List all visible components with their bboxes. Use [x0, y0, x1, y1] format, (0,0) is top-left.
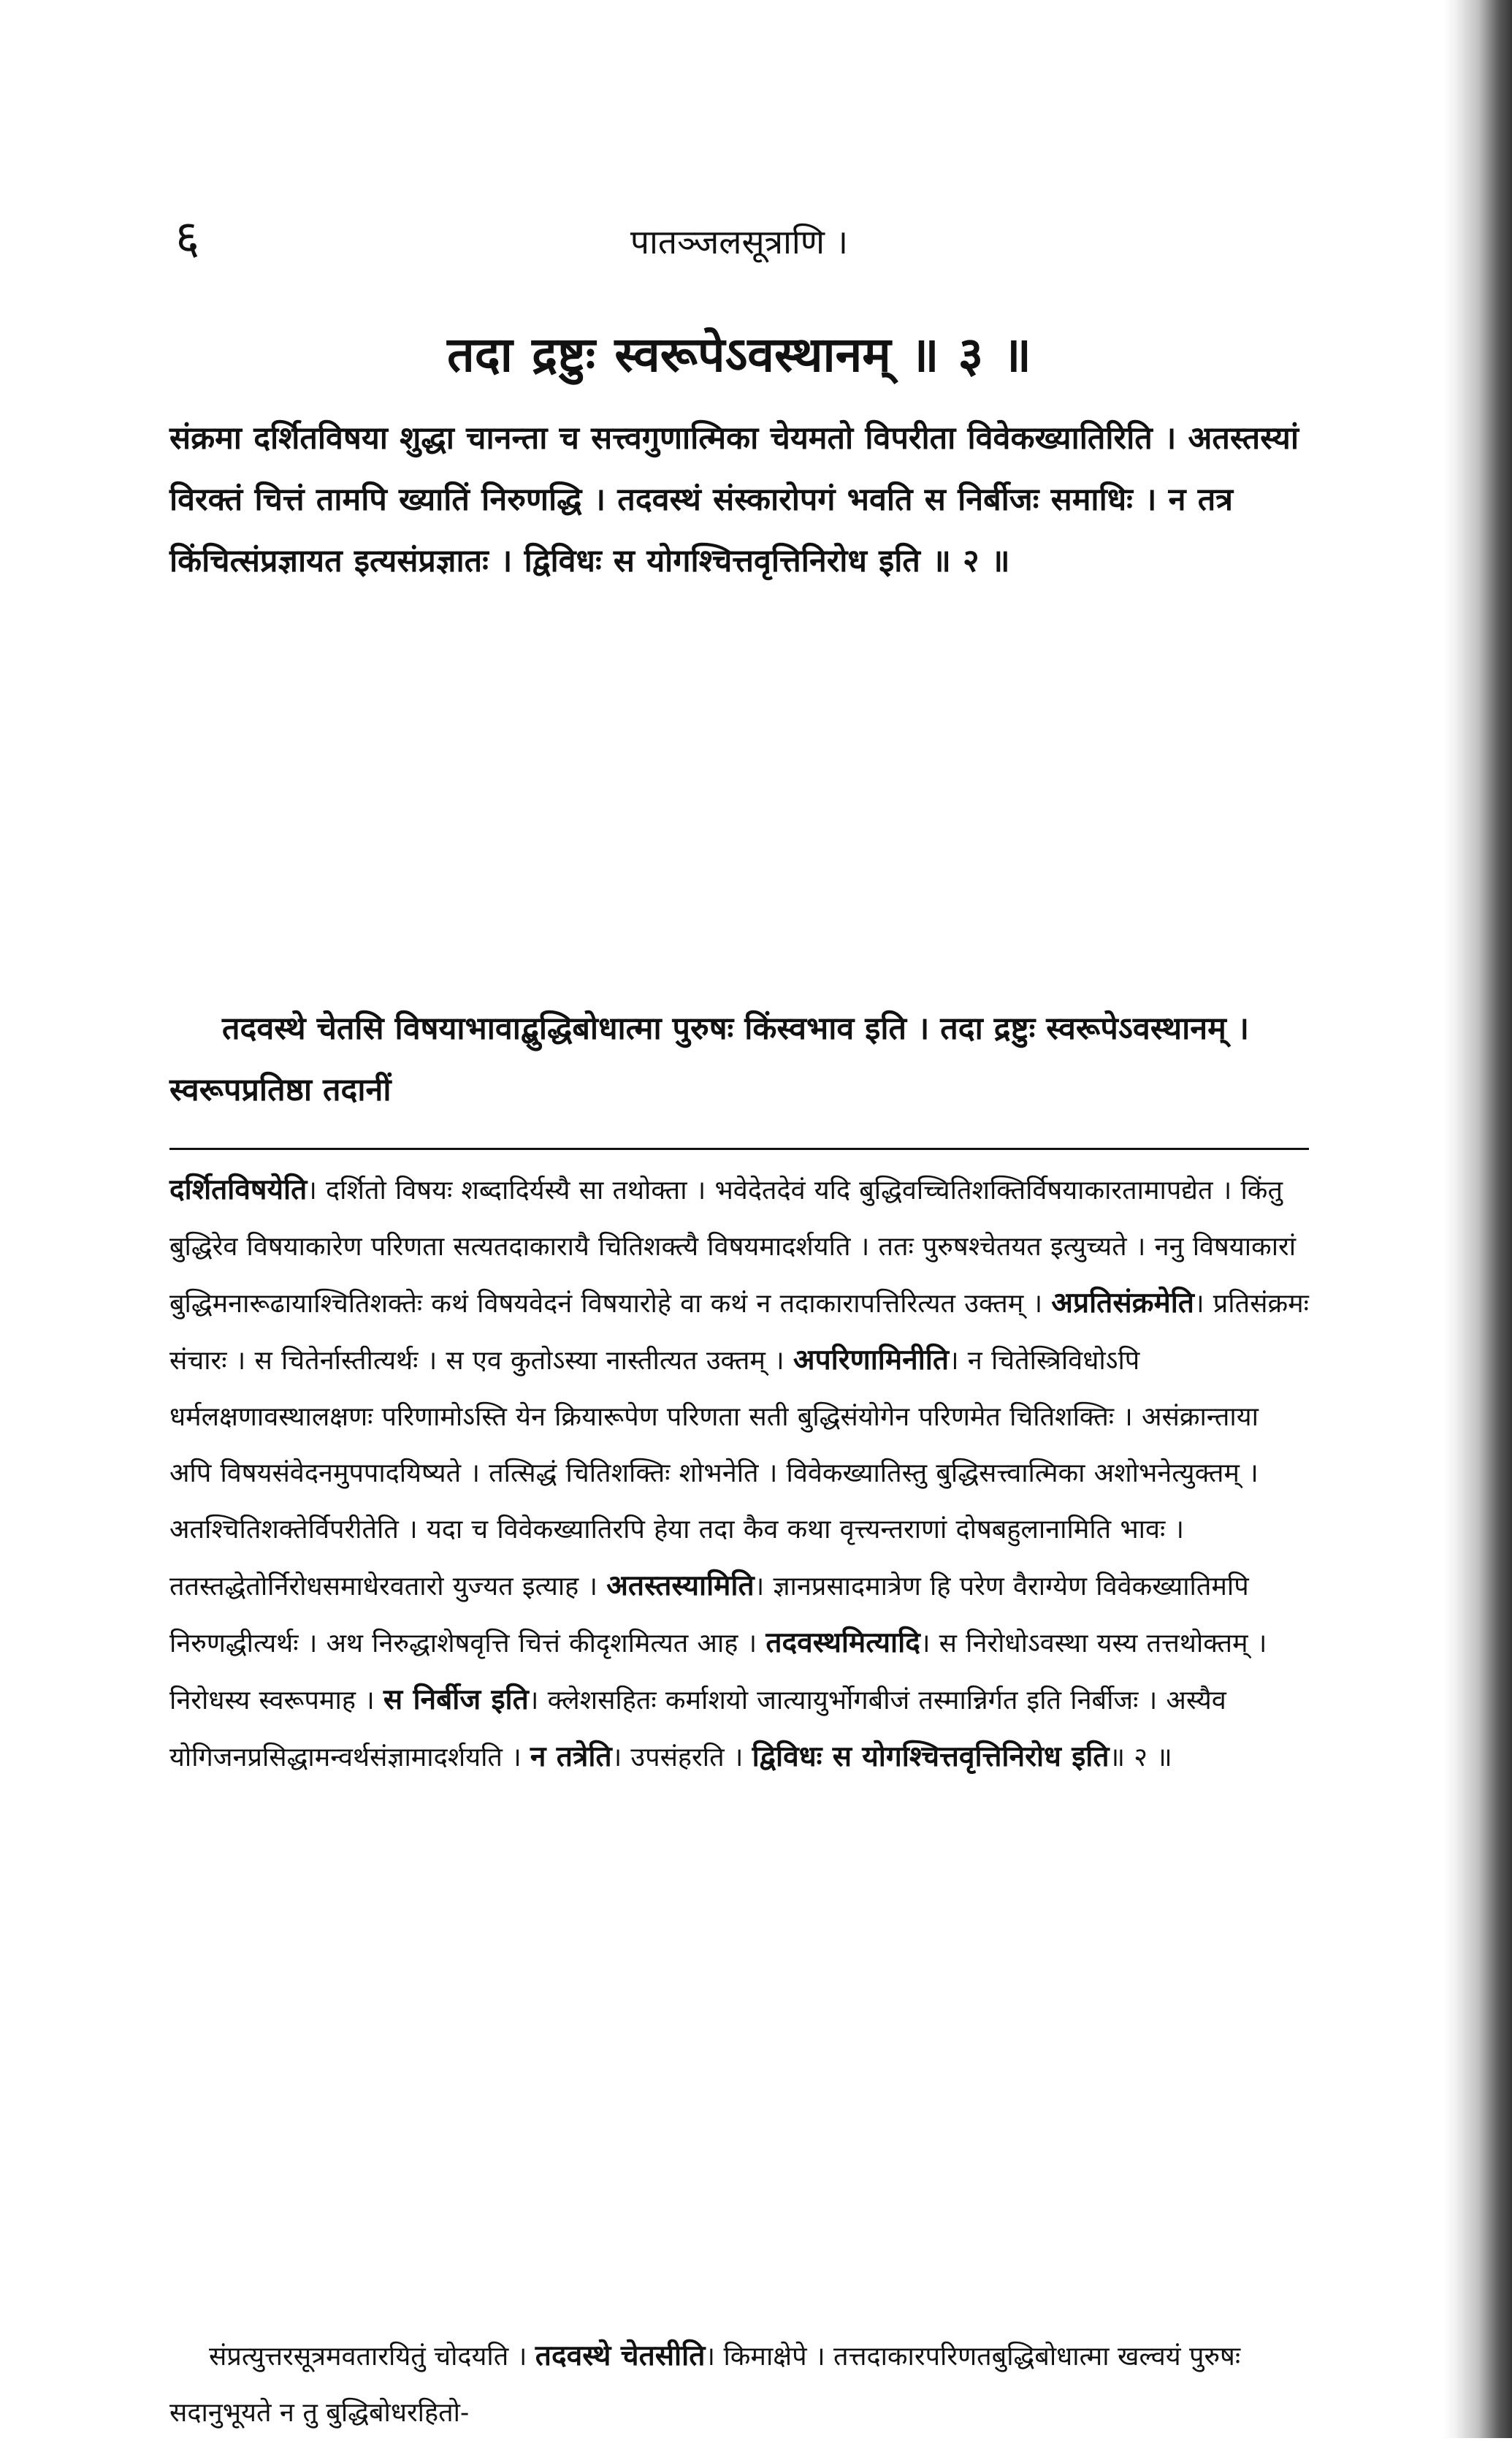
commentary-keyword-apratisankrama: अप्रतिसंक्रमेति [1051, 1286, 1194, 1319]
page-number: ६ [175, 211, 200, 265]
scan-page-edge-shadow [1443, 0, 1512, 2438]
commentary-text-aparinamini: । न चितेस्त्रिविधोऽपि धर्मलक्षणावस्थालक्षणः परिणामोऽस्ति येन क्रियारूपेण परिणता सती बुद्धिसंयोगेन परिणमेत चितिशक्तिः । असंक्रान्ताया अपि विषयसंवेदनमुपपादयिष्यते । तत्सिद्धं चितिशक्तिः शोभनेति । विवेकख्यातिस्तु बुद्धिसत्त्वात्मिका अशोभनेत्युक्तम् । अतश्चितिशक्तेर्विपरीतेति । यदा च विवेकख्यातिरपि हेया तदा कैव कथा वृत्त्यन्तराणां दोषबहुलानामिति भावः । ततस्तद्धेतोर्निरोधसमाधेरवतारो युज्यत इत्याह । [169, 1346, 1259, 1602]
commentary-separator-rule [169, 1148, 1309, 1150]
commentary-text-na-tatreti: । उपसंहरति । [611, 1743, 752, 1772]
commentary-text-darshita: । दर्शितो विषयः शब्दादिर्यस्यै सा तथोक्ता । भवेदेतदेवं यदि बुद्धिवच्चितिशक्तिर्विषयाकारतामापद्येत । किंतु बुद्धिरेव विषयाकारेण परिणता सत्यतदाकारायै चितिशक्त्यै विषयमादर्शयति । ततः पुरुषश्चेतयत इत्युच्यते । ननु विषयाकारां बुद्धिमनारूढायाश्चितिशक्तेः कथं विषयवेदनं विषयारोहे वा कथं न तदाकारापत्तिरित्यत उक्तम् । [169, 1176, 1297, 1319]
commentary-next-keyword: तदवस्थे चेतसीति [535, 2339, 706, 2372]
commentary-keyword-atastasyam: अतस्तस्यामिति [606, 1569, 755, 1602]
commentary-next-paragraph [169, 2328, 1309, 2441]
commentary-next-plain: संप्रत्युत्तरसूत्रमवतारयितुं चोदयति । [209, 2342, 535, 2372]
scanned-sanskrit-page [169, 207, 1309, 2428]
commentary-text-nirbija: । क्लेशसहितः कर्माशयो जात्यायुर्भोगबीजं तस्मान्निर्गत इति निर्बीजः । अस्यैव योगिजनप्रसिद्धामन्वर्थसंज्ञामादर्शयति । [169, 1686, 1226, 1772]
commentary-next-tail: । किमाक्षेपे । तत्तदाकारपरिणतबुद्धिबोधात्मा खल्वयं पुरुषः सदानुभूयते न तु बुद्धिबोधरहितो- [169, 2342, 1241, 2428]
commentary-keyword-darshita: दर्शितविषयेति [169, 1173, 308, 1206]
commentary-keyword-aparinamini: अपरिणामिनीति [793, 1343, 949, 1376]
bhasya-paragraph-2: तदवस्थे चेतसि विषयाभावाद्बुद्धिबोधात्मा पुरुषः किंस्वभाव इति । तदा द्रष्टुः स्वरूपेऽवस्थानम् । स्वरूपप्रतिष्ठा तदानीं [169, 1010, 1250, 1108]
running-head: पातञ्जलसूत्राणि । [630, 222, 849, 262]
commentary-text-tadavastham: । स निरोधोऽवस्था यस्य तत्तथोक्तम् । निरोधस्य स्वरूपमाह । [169, 1629, 1267, 1715]
commentary-keyword-tadavastham: तदवस्थमित्यादि [765, 1626, 920, 1659]
commentary-text-dvividha: ॥ २ ॥ [1109, 1743, 1172, 1772]
commentary-keyword-na-tatreti: न तत्रेति [530, 1740, 612, 1773]
commentary-block [169, 1162, 1309, 1786]
commentary-text-apratisankrama: । प्रतिसंक्रमः संचारः । स चितेर्नास्तीत्यर्थः । स एव कुतोऽस्या नास्तीत्यत उक्तम् । [169, 1289, 1309, 1376]
commentary-text-atastasyam: । ज्ञानप्रसादमात्रेण हि परेण वैराग्येण विवेकख्यातिमपि निरुणद्धीत्यर्थः । अथ निरुद्धाशेषवृत्ति चित्तं कीदृशमित्यत आह । [169, 1572, 1249, 1659]
sutra-title: तदा द्रष्टुः स्वरूपेऽवस्थानम् ॥ ३ ॥ [447, 326, 1031, 383]
commentary-keyword-nirbija: स निर्बीज इति [383, 1683, 529, 1716]
bhasya-paragraph-1: संक्रमा दर्शितविषया शुद्धा चानन्ता च सत्त्वगुणात्मिका चेयमतो विपरीता विवेकख्यातिरिति । अतस्तस्यां विरक्तं चित्तं तामपि ख्यातिं निरुणद्धि । तदवस्थं संस्कारोपगं भवति स निर्बीजः समाधिः । न तत्र किंचित्संप्रज्ञायत इत्यसंप्रज्ञातः । द्विविधः स योगश्चित्तवृत्तिनिरोध इति ॥ २ ॥ [169, 420, 1299, 579]
commentary-keyword-dvividha: द्विविधः स योगश्चित्तवृत्तिनिरोध इति [752, 1740, 1110, 1773]
